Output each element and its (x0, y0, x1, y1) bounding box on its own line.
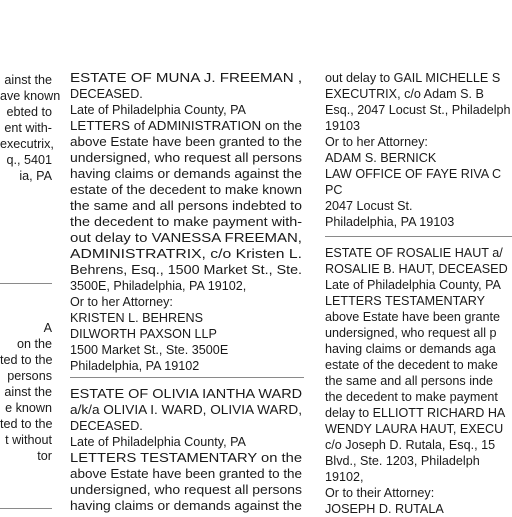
notice-line: ESTATE OF OLIVIA IANTHA WARD (70, 387, 303, 401)
column-divider-rule (325, 236, 512, 237)
notice-line: having claims or demands against the (70, 167, 302, 181)
notice-line: ted to the (0, 353, 53, 367)
notice-line: on the (16, 337, 52, 351)
notice-line: ebted to (6, 105, 52, 119)
notice-line: PC (325, 183, 343, 197)
notice-line: above Estate have been granted to the (70, 467, 303, 481)
notice-line: ted to the (0, 417, 53, 431)
notice-line: DECEASED. (70, 87, 143, 101)
notice-line: ESTATE OF MUNA J. FREEMAN , (70, 71, 303, 85)
notice-line: Or to their Attorney: (325, 486, 435, 500)
notice-line: 3500E, Philadelphia, PA 19102, (70, 279, 247, 293)
notice-line: having claims or demands against the (70, 499, 302, 513)
notice-line: JOSEPH D. RUTALA (325, 502, 444, 516)
notice-line: above Estate have been grante (325, 310, 501, 324)
notice-line: the decedent to make payment with- (70, 215, 303, 229)
notice-line: LETTERS of ADMINISTRATION on the (70, 119, 302, 133)
notice-line: undersigned, who request all persons (70, 483, 302, 497)
notice-line: DILWORTH PAXSON LLP (70, 327, 217, 341)
notice-line: EXECUTRIX, c/o Adam S. B (325, 87, 484, 101)
left-column-clipped (0, 0, 61, 512)
notice-line: 1500 Market St., Ste. 3500E (70, 343, 229, 357)
notice-line: delay to ELLIOTT RICHARD HA (325, 406, 506, 420)
notice-line: ADAM S. BERNICK (325, 151, 437, 165)
notice-line: having claims or demands aga (325, 342, 496, 356)
notice-line: ent with- (4, 121, 52, 135)
column-divider-rule (0, 508, 52, 509)
notice-line: Behrens, Esq., 1500 Market St., Ste. (70, 263, 303, 277)
notice-line: A (43, 321, 52, 335)
notice-line: 19102, (325, 470, 364, 484)
column-divider-rule (0, 283, 52, 284)
notice-line: Late of Philadelphia County, PA (70, 435, 246, 449)
notice-line: Esq., 2047 Locust St., Philadelph (325, 103, 511, 117)
notice-line: t without (5, 433, 52, 447)
notice-line: LETTERS TESTAMENTARY (325, 294, 486, 308)
notice-line: the same and all persons indebted to (70, 199, 302, 213)
notice-line: ADMINISTRATRIX, c/o Kristen L. (70, 247, 303, 261)
notice-line: DECEASED. (70, 419, 143, 433)
notice-line: ia, PA (19, 169, 52, 183)
notice-line: above Estate have been granted to the (70, 135, 303, 149)
notice-line: ainst the (4, 385, 52, 399)
notice-line: ave known (0, 89, 61, 103)
column-divider-rule (70, 377, 304, 378)
notice-line: executrix, (0, 137, 54, 151)
notice-line: Philadelphia, PA 19103 (325, 215, 455, 229)
notice-line: LETTERS TESTAMENTARY on the (70, 451, 303, 465)
notice-line: estate of the decedent to make known (70, 183, 302, 197)
notice-line: out delay to VANESSA FREEMAN, (70, 231, 302, 245)
notice-line: WENDY LAURA HAUT, EXECU (325, 422, 504, 436)
notice-line: q., 5401 (6, 153, 52, 167)
notice-line: 19103 (325, 119, 361, 133)
notice-line: persons (7, 369, 52, 383)
right-column-clipped (325, 0, 512, 516)
notice-line: c/o Joseph D. Rutala, Esq., 15 (325, 438, 496, 452)
notice-line: a/k/a OLIVIA I. WARD, OLIVIA WARD, (70, 403, 303, 417)
notice-line: the same and all persons inde (325, 374, 494, 388)
notice-line: estate of the decedent to make (325, 358, 498, 372)
notice-line: Philadelphia, PA 19102 (70, 359, 200, 373)
notice-line: ainst the (4, 73, 52, 87)
notice-line: Late of Philadelphia County, PA (325, 278, 501, 292)
notice-line: ROSALIE B. HAUT, DECEASED (325, 262, 508, 276)
notice-line: out delay to GAIL MICHELLE S (325, 71, 501, 85)
notice-line: LAW OFFICE OF FAYE RIVA C (325, 167, 502, 181)
notice-line: Late of Philadelphia County, PA (70, 103, 246, 117)
notice-line: Blvd., Ste. 1203, Philadelph (325, 454, 480, 468)
notice-line: ESTATE OF ROSALIE HAUT a/ (325, 246, 503, 260)
middle-column (70, 0, 306, 512)
notice-line: Or to her Attorney: (325, 135, 428, 149)
notice-line: undersigned, who request all persons (70, 151, 302, 165)
notice-line: Or to her Attorney: (70, 295, 173, 309)
notice-line: tor (37, 449, 52, 463)
notice-line: undersigned, who request all p (325, 326, 497, 340)
notice-line: 2047 Locust St. (325, 199, 413, 213)
notice-line: KRISTEN L. BEHRENS (70, 311, 203, 325)
notice-line: the decedent to make payment (325, 390, 498, 404)
notice-line: e known (5, 401, 52, 415)
